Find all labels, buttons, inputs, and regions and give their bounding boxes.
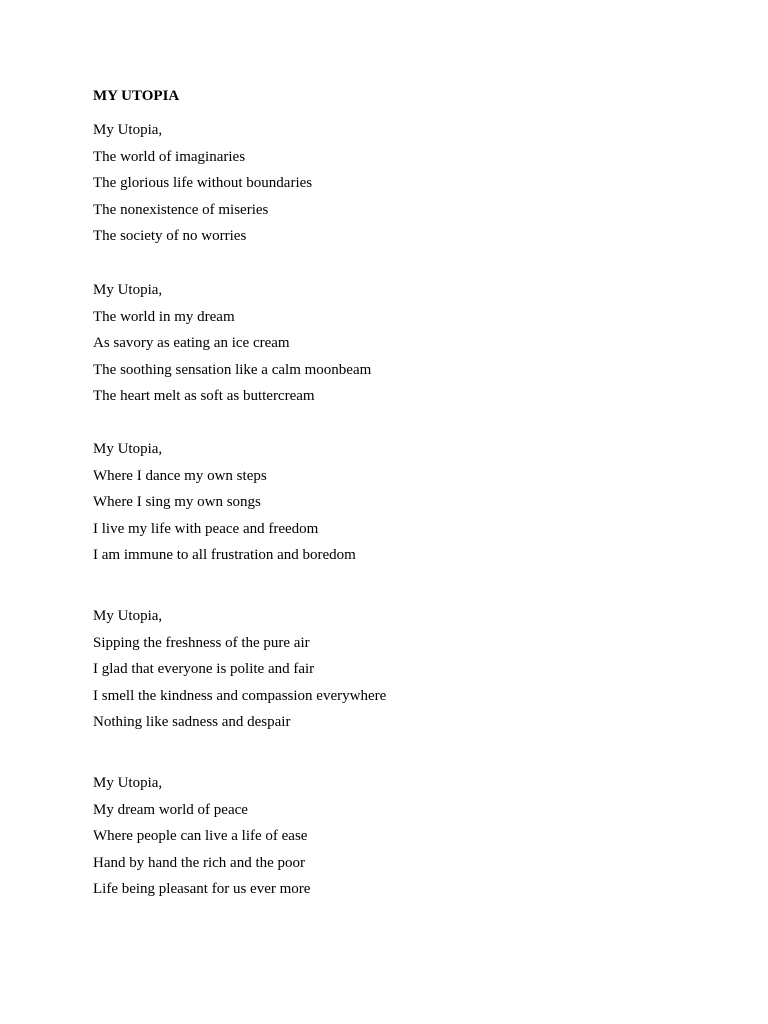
stanza bbox=[93, 770, 310, 903]
stanza bbox=[93, 277, 371, 410]
poem-line: The nonexistence of miseries bbox=[93, 201, 269, 218]
poem-title: MY UTOPIA bbox=[93, 88, 180, 104]
poem-line: I smell the kindness and compassion everywhere bbox=[93, 687, 387, 704]
poem-line: Hand by hand the rich and the poor bbox=[93, 854, 306, 871]
stanza bbox=[93, 117, 312, 250]
poem-line: Nothing like sadness and despair bbox=[93, 714, 291, 730]
poem-line: My dream world of peace bbox=[93, 801, 248, 818]
poem-line: My Utopia, bbox=[93, 608, 163, 624]
poem-line: The heart melt as soft as buttercream bbox=[93, 388, 315, 404]
poem-line: My Utopia, bbox=[93, 282, 163, 298]
poem-line: The world of imaginaries bbox=[93, 148, 246, 165]
poem-line: The soothing sensation like a calm moonbeam bbox=[93, 361, 372, 378]
poem-line: I am immune to all frustration and boredom bbox=[93, 547, 356, 563]
stanza bbox=[93, 603, 386, 736]
poem-line: My Utopia, bbox=[93, 775, 163, 791]
poem-line: The society of no worries bbox=[93, 228, 247, 244]
poem-line: Where I dance my own steps bbox=[93, 467, 267, 484]
poem-line: I glad that everyone is polite and fair bbox=[93, 661, 315, 677]
poem-line: The world in my dream bbox=[93, 308, 235, 325]
poem-line: Life being pleasant for us ever more bbox=[93, 881, 311, 897]
poem-line: Where people can live a life of ease bbox=[93, 828, 308, 844]
poem-line: As savory as eating an ice cream bbox=[93, 335, 290, 351]
poem-line: Sipping the freshness of the pure air bbox=[93, 634, 310, 651]
poem-line: My Utopia, bbox=[93, 122, 163, 138]
poem-line: I live my life with peace and freedom bbox=[93, 520, 319, 537]
poem-line: Where I sing my own songs bbox=[93, 494, 261, 510]
stanza bbox=[93, 436, 356, 569]
poem-line: The glorious life without boundaries bbox=[93, 175, 313, 191]
poem-line: My Utopia, bbox=[93, 441, 163, 457]
